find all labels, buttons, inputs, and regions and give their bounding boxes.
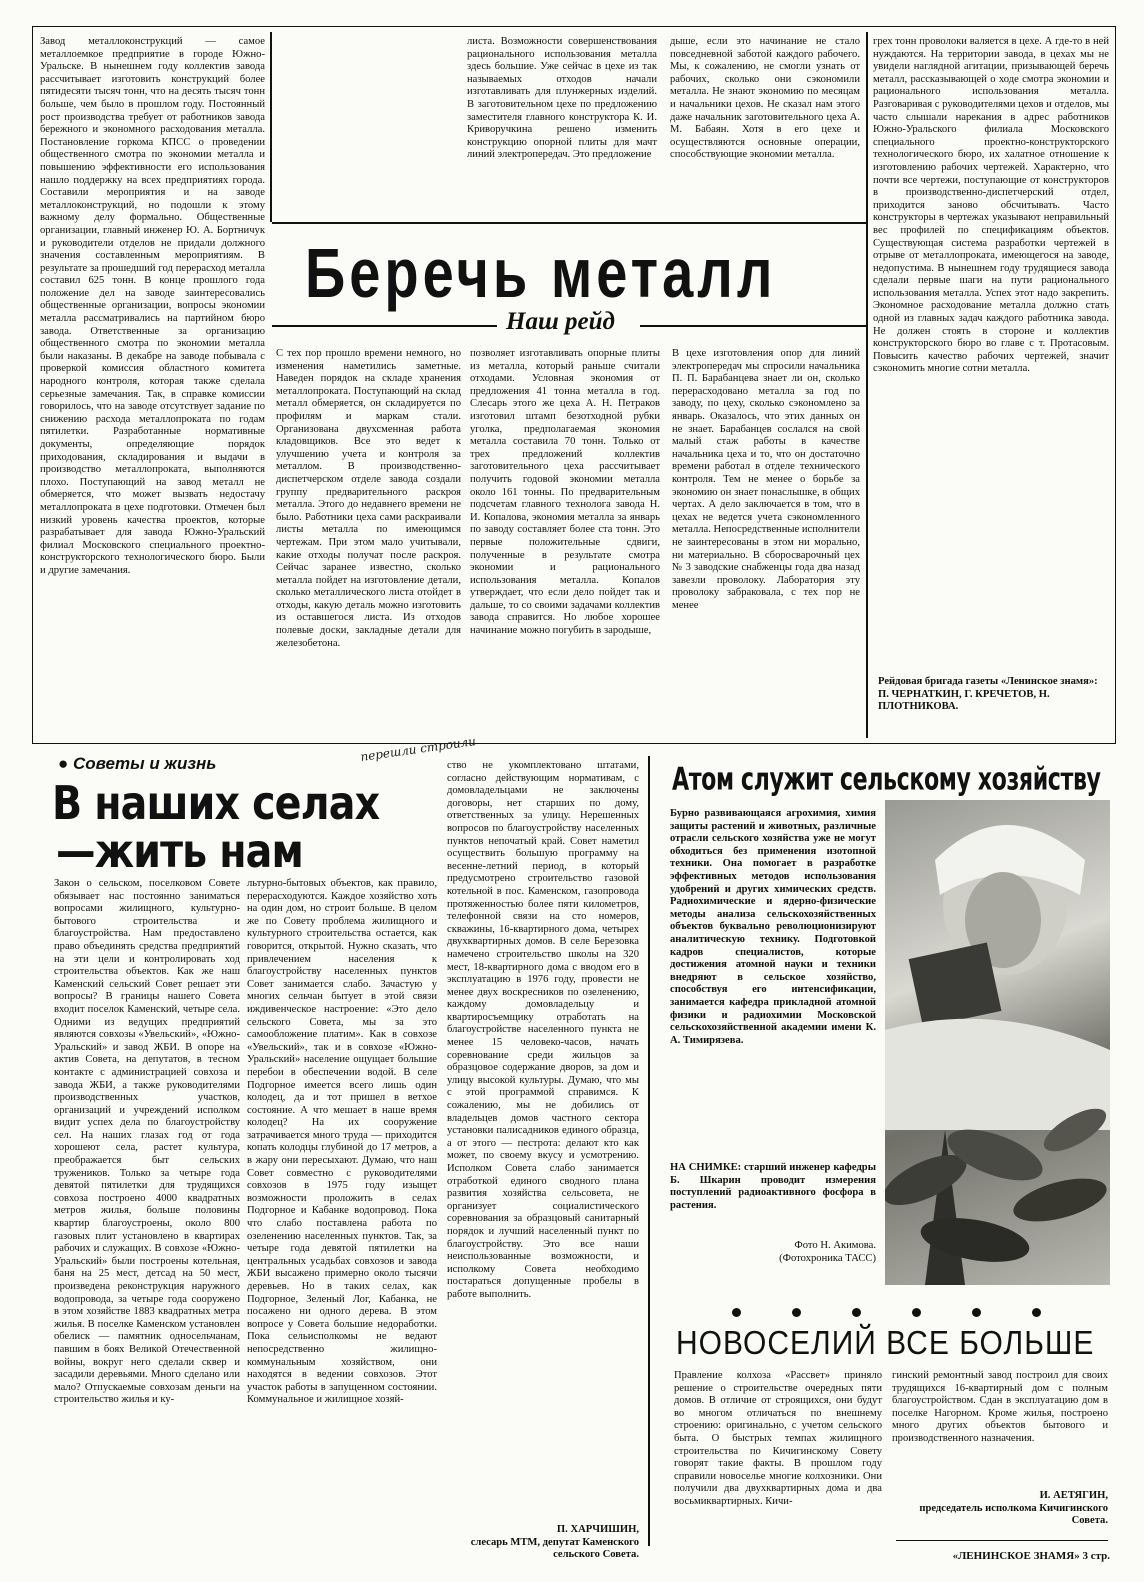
novosel-signature-name: И. АЕТЯГИН, [1039, 1490, 1108, 1501]
headline-rule [272, 222, 866, 224]
subhead-rule-right [640, 325, 866, 327]
raid-column-1: Завод металлоконструкций — самое металлоемкое предприятие в городе Южно-Уральске. В нынешнем году коллектив завода рассчитывает изготовить конструкций более пятидесяти тысяч тонн, что на десять тысяч тонн больше, чем было в прошлом году. Постоянный рост производства требует от работников завода бережного и экономного расходования металла. Постановление горкома КПСС о проведении общественного смотра по экономии металла и повышению эффективности его использования нашло поддержку на всех предприятиях города. Составили мероприятия и на заводе металлоконструкций, но подошли к этому важному делу формально. Общественные организации, главный инженер Ю. А. Бортничук и руководители отделов не придали должного значения составленным мероприятиям. В результате за прошедший год перерасход металла составил 625 тонн. В конце прошлого года положение дел на заводе заинтересовались общественные организации, вопросы экономии металла рассматривались на партийном бюро завода. Ответственные за организацию общественного смотра по экономии металла были наказаны. В декабре на заводе побывала с проверкой комиссия областного комитета народного контроля, которая также сделала серьезные замечания. Так, в справке комиссии говорилось, что на заводе отсутствует задание по снижению расхода металлопроката по годам пятилетки. Разработанные нормативные документы, определяющие порядок приходования, складирования и выдачи в производство металлопроката, выполняются плохо. Поступающий на завод металл не обмеряется, что может вызвать недостачу металлопроката в цехе подготовки. Отмечен был низкий уровень качества проектов, которые разрабатывает для завода Южно-Уральский филиал Московского специального проектно-конструкторского технологического бюро. Были и другие замечания. [40, 36, 265, 576]
handwritten-annotation: перешли строили [359, 733, 477, 765]
raid-mid-column-1: С тех пор прошло времени немного, но изменения наметились заметные. Наведен порядок на складе хранения металлопроката. Поступающий на склад металл обмеряется, он складируется по профилям и маркам стали. Организована двухсменная работа кладовщиков. Все это ведет к улучшению учета и контроля за металлом. В производственно-диспетчерском отделе завода создали группу предварительного раскроя металла. Этого до недавнего времени не было. Работники цеха сами раскраивали листы металла по имеющимся чертежам. При этом мало учитывали, какие отходы получат после раскроя. Сейчас заранее известно, сколько металла пойдет на изготовление детали, сколько металлического листа отойдет в отходы, какую деталь можно изготовить из оставшегося листа. Из отходов полевые доски, закладные детали для железобетона. [276, 348, 461, 649]
atom-body: Бурно развивающаяся агрохимия, химия защиты растений и животных, различные отрасли сельского хозяйства уже не могут обходиться без применения изотопной техники. Она помогает в разработке эффективных методов использования удобрений и других химических средств. Радиохимические и ядерно-физические методы анализа сельскохозяйственных объектов буквально революционизируют аналитическую технику. Подготовкой кадров специалистов, которые достижения атомной науки и техники внедряют в сельское хозяйство, способствуя его интенсификации, занимается кафедра прикладной атомной физики и радиохимии Московской сельскохозяйственной академии имени К. А. Тимирязева. [670, 808, 876, 1046]
separator-dot [792, 1308, 801, 1317]
raid-mid-column-3: В цехе изготовления опор для линий электропередач мы спросили начальника П. П. Барабанцева знает ли он, сколько перерасходовано металла за год по заводу, по цеху, сколько сэкономлено за январь. Оказалось, что этих данных он не знает. Барабанцев сослался на свой малый стаж работы в качестве начальника цеха и то, что он достаточно времени работал в отделе технического контроля. Тем не менее о борьбе за экономию он знает понаслышке, в общих чертах. А дело заключается в том, что в цехах не ведется учета сэкономленного металла. Непосредственные исполнители не заинтересованы в этом ни морально, ни материально. В сборосварочный цех № 3 заводские снабженцы года два назад завезли проволоку. Лаборатория эту проволоку забраковала, с тех пор не менее [672, 348, 860, 611]
footer-rule [896, 1540, 1108, 1541]
separator-dot [972, 1308, 981, 1317]
novosel-headline: НОВОСЕЛИЙ ВСЕ БОЛЬШЕ [676, 1325, 1095, 1362]
village-headline-line2: —жить нам [56, 824, 303, 878]
column-rule [866, 32, 868, 738]
atom-caption [670, 1162, 876, 1232]
village-headline-line1: В наших селах [52, 776, 380, 830]
section-rule [648, 756, 650, 1546]
raid-column-2-top: листа. Возможности совершенствования рационального использования металла здесь большие. Уже сейчас в цехе из так называемых отходов начали изготавливать для плунжерных изделий. В заготовительном цехе по предложению заместителя главного конструктора К. И. Криворучкина решено изменить конструкцию опорной плиты для мачт линий электропередач. Это предложение [467, 36, 657, 161]
novosel-signature [892, 1490, 1108, 1528]
raid-right-column: грех тонн проволоки валяется в цехе. А где-то в ней нуждаются. На территории завода, в цехах мы не увидели наглядной агитации, призывающей беречь металл, рассказывающей о ходе смотра экономии и рационального использования металла. Разговаривая с руководителями цехов и отделов, мы часто слышали нарекания в адрес работников Южно-Уральского филиала Московского специального проектно-конструкторского технологического бюро, их халатное отношение к изготовлению рабочих чертежей. Характерно, что почти все чертежи, поступающие от конструкторов в производственно-диспетчерский отдел, приходится заново обсчитывать. Часто конструкторы в чертежах указывают неправильный вес профилей по спецификациям объектов. Существующая система разработки чертежей в отрыве от металлопроката, имеющегося на заводе, недопустима. В нынешнем году трудящиеся завода сделали первые шаги на пути рационального использования металла. Успех этот надо закрепить. Экономное расходование металла должно стать одной из главных задач каждого работника завода. Не должен стоять в стороне и коллектив конструкторского бюро во главе с т. Протасовым. Повысить качество рабочих чертежей, значит сэкономить многие сотни металла. [873, 36, 1109, 375]
village-signature [447, 1524, 639, 1562]
separator-dot [1032, 1308, 1041, 1317]
atom-caption-text: старший инженер кафедры Б. Шкарин проводит измерения поступлений радиоактивного фосфора в растения. [670, 1162, 876, 1211]
raid-headline: Беречь металл [305, 233, 777, 312]
village-signature-role: слесарь МТМ, депутат Каменского сельского Совета. [470, 1536, 639, 1561]
atom-headline: Атом служит сельскому хозяйству [672, 762, 1101, 798]
village-column-b: льтурно-бытовых объектов, как правило, перерасходуются. Каждое хозяйство хоть на один дом, но строит больше. В целом же по Совету проблема жилищного и культурного строительства остается, как говорится, открытой. Нужно сказать, что привлечением населения к благоустройству населенных пунктов Совет занимается слабо. Зачастую у многих сельчан бытует в этой связи иждивенческое настроение: «Это дело сельского Совета, мы за это самообложение платим». Как в совхозе «Увельский», так и в совхозе «Южно-Уральский» население ощущает большие перебои в обеспечении водой. В селе Подгорное имеется всего лишь один колодец, да и тот пришел в ветхое состояние. А что мешает в наше время колодец? На их сооружение затрачивается много труда — приходится копать колодцы глубиной до 17 метров, а в жару они пересыхают. Думаю, что наш Совет совместно с руководителями совхозов в 1975 году изыщет возможности проложить в селах Подгорное и Кабанке водопровод. Пока что слабо поставлена работа по озеленению населенных пунктов. Так, за четыре года девятой пятилетки на центральных усадьбах совхозов и завода ЖБИ высажено примерно около тысячи деревьев. Но в таких селах, как Подгорное, Зеленый Лог, Кабанка, не посажено ни одного дерева. В этом вопросе у Совета большие недоработки. Пока сельисполкомы не ведают непосредственно жилищно-коммунальным хозяйством, они находятся в ведении совхозов. Этот участок работы в запущенном состоянии. Коммунальное и жилищное хозяй- [247, 878, 437, 1406]
novosel-column-a: Правление колхоза «Рассвет» приняло решение о строительстве очередных пяти домов. В отличие от строящихся, они будут во многом отличаться по внешнему строению: оригинально, с учетом сельского быта. О быстрых темпах жилищного строительства по Кичигинскому Совету говорят такие факты. В прошлом году справили новоселье многие колхозники. Они получили два двухквартирных дома и два восьмиквартирных. Кичи- [674, 1370, 882, 1507]
atom-photo [885, 800, 1110, 1285]
atom-caption-label: НА СНИМКЕ: [670, 1162, 742, 1173]
separator-dot [732, 1308, 741, 1317]
village-signature-name: П. ХАРЧИШИН, [556, 1524, 639, 1535]
village-column-a: Закон о сельском, поселковом Совете обязывает нас постоянно заниматься вопросами жилищного, культурно-бытового строительства и благоустройства. Нам предоставлено право объединять средства предприятий на эти цели и контролировать ход строительства объектов. Как же наш Каменский сельский Совет решает эти вопросы? В границы нашего Совета входит поселок Каменский, четыре села. Одними из ведущих предприятий являются совхозы «Увельский», «Южно-Уральский» и завод ЖБИ. В опоре на актив Совета, на депутатов, в тесном контакте с администрацией совхоза и завода ЖБИ, а также руководителями производственных участков, организаций и учреждений исполком видит успех дела по благоустройству сел. На наших глазах год от года хорошеют села, растет культура, преображается быт сельских тружеников. Только за четыре года девятой пятилетки для трудящихся совхоза построено 4000 квадратных метров жилья, больше половины квартир благоустроены, около 800 газовых плит установлено в квартирах рабочих и служащих. В совхозе «Южно-Уральский» были построены котельная, баня на 25 мест, детсад на 50 мест, произведена реконструкция наружного водопровода, за четыре года сооружено в этом хозяйстве 1883 квадратных метра жилья. В поселке Каменском установлен обелиск — памятник односельчанам, павшим в боях Великой Отечественной войны, вокруг него сделали сквер и засадили деревьями. Много сделано или мало? Отпускаемые совхозам деньги на строительство жилья и ку- [54, 878, 240, 1406]
raid-subhead: Наш рейд [506, 308, 615, 335]
novosel-column-b: гинский ремонтный завод построил для своих трудящихся 16-квартирный дом с полным благоустройством. Сдан в эксплуатацию дом в поселке Нагорном. Кроме жилья, построено много других объектов бытового и производственного назначения. [892, 1370, 1108, 1444]
village-rubric: ● Советы и жизнь [58, 754, 217, 773]
raid-signature: Рейдовая бригада газеты «Ленинское знамя»: П. ЧЕРНАТКИН, Г. КРЕЧЕТОВ, Н. ПЛОТНИКОВА. [878, 676, 1098, 713]
novosel-signature-role: председатель исполкома Кичигинского Совета. [919, 1502, 1108, 1527]
atom-photo-scene [885, 800, 1110, 1285]
village-column-c: ство не укомплектовано штатами, согласно действующим нормативам, с домовладельцами не заключены договоры, нет старших по дому, ответственных за улицу. Нерешенных вопросов по благоустройству населенных пунктов непочатый край. Совет наметил осуществить большую программу на весенне-летний период, в который предусмотрено строительство газовой котельной в пос. Каменском, газопровода протяженностью более пяти километров, телефонной связи на сто номеров, скважины, 16-квартирного дома, четырех двухквартирных домов. В селе Березовка намечено строительство школы на 320 мест, 18-квартирного дома с вводом его в эксплуатацию в 1976 году, провести не менее двух воскресников по озеленению, каждому домовладельцу и квартиросъемщику отработать на благоустройстве населенного пункта не менее 15 человеко-часов, начать соревнование среди жильцов за образцовое содержание дворов, за дом и улицу высокой культуры. Думаю, что мы с этой программой справимся. К сожалению, мы не добились от владельцев домов частного сектора установки палисадников единого образца, а от этого — пестрота: делают кто как может, по своему вкусу и усмотрению. Исполком Совета слабо занимается отработкой единого сводного плана развития хозяйства сельсовета, не организует социалистического соревнования за образцовый санитарный порядок и лучший населенный пункт по благоустройству. Это все наши неиспользованные возможности, и исполкому Совета необходимо постараться допущенные пробелы в работе выполнить. [447, 760, 639, 1300]
separator-dot [852, 1308, 861, 1317]
column-rule [270, 32, 272, 222]
page-footer: «ЛЕНИНСКОЕ ЗНАМЯ» 3 стр. [952, 1550, 1110, 1562]
raid-mid-column-2: позволяет изготавливать опорные плиты из металла, который раньше считали отходами. Условная экономия от предложения 41 тонна металла в год. Слесарь этого же цеха А. Н. Петраков изготовил штамп безотходной рубки уголка, предполагаемая экономия металла составила 70 тонн. Только от трех предложений коллектив заготовительного цеха рассчитывает получить годовой экономии металла около 161 тонны. По предварительным подсчетам главного технолога завода Н. И. Копалова, экономия металла за январь по заводу составляет более ста тонн. Это первые положительные сдвиги, полученные в результате смотра экономии и рационального использования металла. Копалов утверждает, что если дело пойдет так и дальше, то со своими задачами коллектив завода справится. Но любое хорошее начинание можно погубить в зародыше, [470, 348, 660, 637]
subhead-rule-left [272, 325, 497, 327]
atom-photo-credit: Фото Н. Акимова. (Фотохроника ТАСС) [779, 1240, 876, 1264]
separator-dot [912, 1308, 921, 1317]
raid-column-3-top: дыше, если это начинание не стало повседневной заботой каждого рабочего. Мы, к сожалению, не смогли узнать от рабочих, сколько они сэкономили металла. Не знают экономию по месяцам и начальники цехов. Не сказал нам этого даже начальник заготовительного цеха А. М. Бабаян. Хотя в его цехе и осуществляются основные операции, способствующие экономии металла. [670, 36, 860, 161]
village-rubric-label: Советы и жизнь [73, 754, 217, 773]
